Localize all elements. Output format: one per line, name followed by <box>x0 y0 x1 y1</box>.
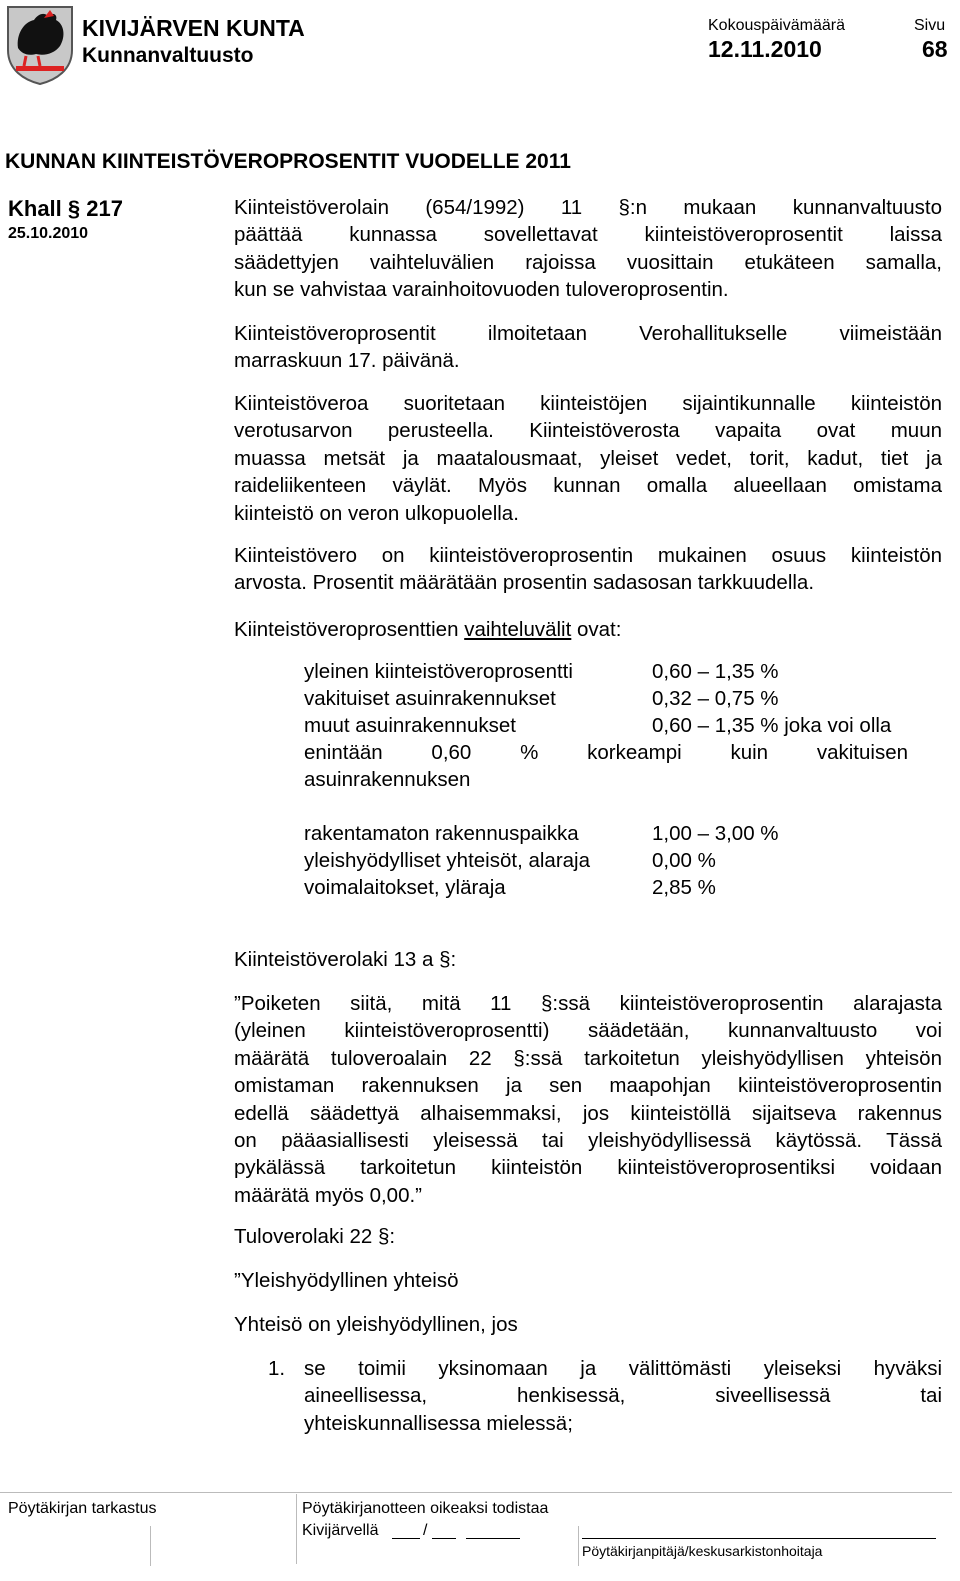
rate-value: 1,00 – 3,00 % <box>652 822 779 845</box>
rate-row <box>304 847 716 874</box>
text-line: määrätä tuloveroalain 22 §:ssä tarkoitetun yleishyödyllisen yhteisön <box>234 1046 942 1070</box>
rate-row <box>304 820 779 847</box>
footer-check-label: Pöytäkirjan tarkastus <box>8 1500 157 1517</box>
rate-label: yleishyödylliset yhteisöt, alaraja <box>304 849 590 872</box>
rate-value: 2,85 % <box>652 876 716 899</box>
text-line: yhteiskunnallisessa mielessä; <box>304 1411 573 1435</box>
rate-label: yleinen kiinteistöveroprosentti <box>304 660 573 683</box>
text-line: Kiinteistövero on kiinteistöveroprosentin mukainen osuus kiinteistön <box>234 544 942 567</box>
document-title: KUNNAN KIINTEISTÖVEROPROSENTIT VUODELLE 2011 <box>5 150 571 173</box>
text-line: ”Poiketen siitä, mitä 11 §:ssä kiinteistöveroprosentin alarajasta <box>234 992 942 1015</box>
page-number: 68 <box>922 36 948 62</box>
rate-value: 0,32 – 0,75 % <box>652 687 779 710</box>
signature-line <box>432 1538 456 1539</box>
section-ref: Khall § 217 <box>8 196 123 221</box>
text-span: ovat: <box>571 618 622 641</box>
text-span: Kiinteistöveroprosenttien <box>234 618 465 641</box>
municipality-crest-logo <box>4 4 76 86</box>
text-line: on pääasiallisesti yleisessä tai yleishyödyllisessä käytössä. Tässä <box>234 1129 942 1153</box>
text-line: kun se vahvistaa varainhoitovuoden tuloveroprosentin. <box>234 278 729 302</box>
footer-divider <box>0 1492 952 1493</box>
rate-value: 0,60 – 1,35 % joka voi olla <box>652 714 892 737</box>
page-label: Sivu <box>914 17 946 34</box>
rate-note-line: enintään 0,60 % korkeampi kuin vakituisen <box>304 741 908 764</box>
rate-value: 0,00 % <box>652 849 716 872</box>
law2-heading: Tuloverolaki 22 §: <box>234 1225 396 1248</box>
footer-certify-label: Pöytäkirjanotteen oikeaksi todistaa <box>302 1500 549 1517</box>
text-line: muassa metsät ja maatalousmaat, yleiset vedet, torit, kadut, tiet ja <box>234 446 942 470</box>
rate-note-line: asuinrakennuksen <box>304 768 471 791</box>
meeting-date: 12.11.2010 <box>708 36 822 62</box>
rate-label: vakituiset asuinrakennukset <box>304 687 556 710</box>
footer-divider-vertical <box>150 1526 151 1566</box>
footer-slash: / <box>423 1522 428 1539</box>
signature-line <box>392 1538 420 1539</box>
text-line: verotusarvon perusteella. Kiinteistöverosta vapaita ovat muun <box>234 419 942 443</box>
rate-value: 0,60 – 1,35 % <box>652 660 779 683</box>
rate-row <box>304 685 779 712</box>
paragraph-4 <box>234 542 942 597</box>
footer-divider-vertical <box>578 1526 579 1566</box>
rate-row <box>304 874 716 901</box>
text-line: marraskuun 17. päivänä. <box>234 349 460 373</box>
list-number: 1. <box>268 1357 286 1380</box>
footer-divider-vertical <box>296 1494 297 1564</box>
text-line: pykälässä tarkoitetun kiinteistön kiinteistöveroprosentiksi voidaan <box>234 1156 942 1180</box>
law2-intro: Yhteisö on yleishyödyllinen, jos <box>234 1313 518 1336</box>
rate-row <box>304 712 891 739</box>
text-line: aineellisessa, henkisessä, siveellisessä tai <box>304 1384 942 1408</box>
council-name: Kunnanvaltuusto <box>82 44 254 67</box>
underlined-term: vaihteluvälit <box>464 618 572 641</box>
paragraph-1 <box>234 194 942 304</box>
text-line: (yleinen kiinteistöveroprosentti) säädetään, kunnanvaltuusto voi <box>234 1019 942 1043</box>
paragraph-5 <box>234 616 942 643</box>
text-line: raideliikenteen väylät. Myös kunnan omalla alueellaan omistama <box>234 474 942 498</box>
text-line: päättää kunnassa sovellettavat kiinteistöveroprosentit laissa <box>234 223 942 247</box>
meeting-date-label: Kokouspäivämäärä <box>708 17 845 34</box>
text-line: kiinteistö on veron ulkopuolella. <box>234 501 519 525</box>
paragraph-2 <box>234 320 942 375</box>
text-line: Kiinteistöveroprosentit ilmoitetaan Verohallitukselle viimeistään <box>234 322 942 345</box>
text-line: Kiinteistöveroa suoritetaan kiinteistöjen sijaintikunnalle kiinteistön <box>234 392 942 415</box>
text-line: Kiinteistöverolain (654/1992) 11 §:n mukaan kunnanvaltuusto <box>234 196 942 219</box>
signature-line <box>466 1538 520 1539</box>
rate-label: voimalaitokset, yläraja <box>304 876 506 899</box>
text-line: edellä säädettyä alhaisemmaksi, jos kiinteistöllä sijaitseva rakennus <box>234 1101 942 1125</box>
text-line: arvosta. Prosentit määrätään prosentin sadasosan tarkkuudella. <box>234 571 815 595</box>
text-line: se toimii yksinomaan ja välittömästi yleiseksi hyväksi <box>304 1357 942 1380</box>
rate-row <box>304 658 779 685</box>
law1-quote <box>234 990 942 1209</box>
law1-heading: Kiinteistöverolaki 13 a §: <box>234 948 457 971</box>
rate-label: rakentamaton rakennuspaikka <box>304 822 579 845</box>
list-item <box>304 1355 942 1437</box>
section-date: 25.10.2010 <box>8 225 89 242</box>
text-line: omistaman rakennuksen ja sen maapohjan kiinteistöveroprosentin <box>234 1074 942 1098</box>
paragraph-3 <box>234 390 942 527</box>
signature-line <box>582 1538 936 1539</box>
footer-place: Kivijärvellä <box>302 1522 379 1539</box>
law2-quote: ”Yleishyödyllinen yhteisö <box>234 1269 459 1292</box>
text-line: säädettyjen vaihteluvälien rajoissa vuosittain etukäteen samalla, <box>234 250 942 274</box>
rate-label: muut asuinrakennukset <box>304 714 516 737</box>
organization-name: KIVIJÄRVEN KUNTA <box>82 15 305 41</box>
text-line: määrätä myös 0,00.” <box>234 1183 422 1207</box>
footer-signer: Pöytäkirjanpitäjä/keskusarkistonhoitaja <box>582 1543 823 1559</box>
